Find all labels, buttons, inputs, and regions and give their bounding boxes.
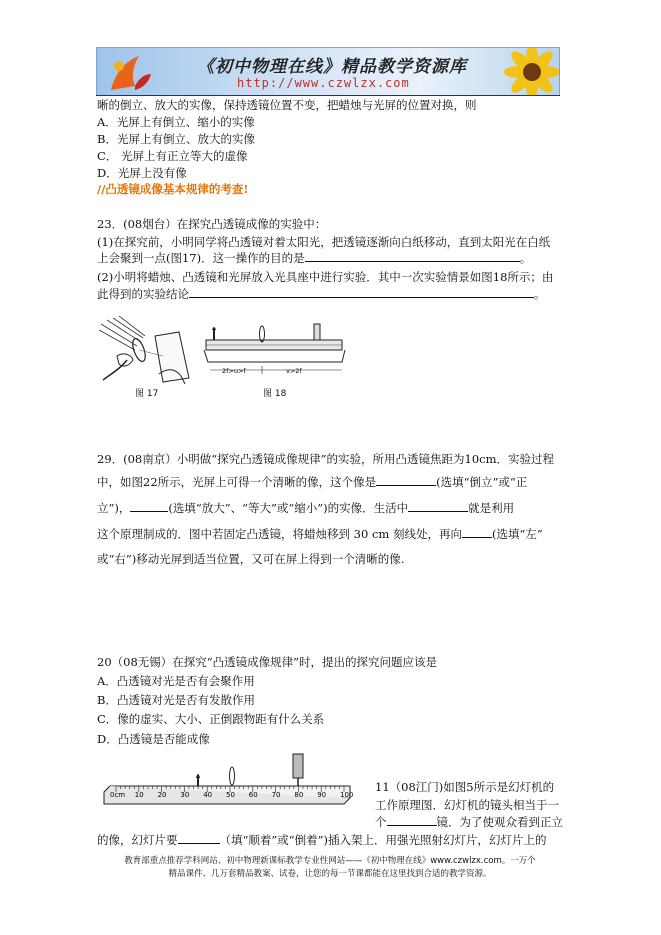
header-rule <box>96 95 560 96</box>
q20-option-a: A．凸透镜对光是否有会聚作用 <box>97 674 255 688</box>
bench-label: 100 <box>340 791 354 799</box>
bench-label: 20 <box>157 791 167 799</box>
header-title: 《初中物理在线》精品教学资源库 <box>197 57 467 77</box>
q-prev-stem: 晰的倒立、放大的实像，保持透镜位置不变，把蜡烛与光屏的位置对换，则 <box>97 98 477 112</box>
bench-label: 30 <box>180 791 190 799</box>
q11-line-4-end: （填“顺着”或“倒着”)插入架上．用强光照射幻灯片，幻灯片上的 <box>219 833 547 847</box>
figure-18-label-v: v>2f <box>286 367 302 375</box>
q20-option-c: C．像的虚实、大小、正倒跟物距有什么关系 <box>97 712 325 726</box>
figure-18-image <box>202 322 347 382</box>
q29-line-3 <box>97 501 514 515</box>
q29-answer-blank-3[interactable] <box>408 501 468 512</box>
q29-answer-blank-2[interactable] <box>130 501 168 512</box>
q11-line-4 <box>97 833 547 847</box>
optical-bench-image <box>102 752 360 818</box>
header-banner <box>96 47 560 96</box>
q-prev-option-b: B．光屏上有倒立、放大的实像 <box>97 132 255 146</box>
q29-line-3-text: 立”)， <box>97 501 131 515</box>
q29-line-1: 29．(08南京）小明做“探究凸透镜成像规律”的实验，所用凸透镜焦距为10cm．实验过程 <box>97 452 554 466</box>
q29-line-2 <box>97 475 527 489</box>
q11-line-3 <box>375 815 563 829</box>
bench-label: 60 <box>248 791 258 799</box>
q23-line-1: 23．(08烟台）在探究凸透镜成像的实验中： <box>97 217 327 231</box>
q29-line-5: 或“右”)移动光屏到适当位置，又可在屏上得到一个清晰的像. <box>97 552 405 566</box>
bench-label: 80 <box>294 791 304 799</box>
bench-label: 40 <box>203 791 213 799</box>
q23-line-5-text: 此得到的实验结论 <box>97 287 189 301</box>
logo-icon <box>105 52 155 94</box>
q11-line-2: 工作原理图．幻灯机的镜头相当于一 <box>375 798 559 812</box>
q11-line-4-text: 的像，幻灯片要 <box>97 833 178 847</box>
q-prev-option-c: C． 光屏上有正立等大的虚像 <box>97 149 248 163</box>
q11-line-3-end: 镜．为了使观众看到正立 <box>436 815 563 829</box>
q-prev-option-a: A．光屏上有倒立、缩小的实像 <box>97 115 255 129</box>
bench-label: 90 <box>317 791 327 799</box>
figure-17-image <box>97 316 192 386</box>
q29-line-4-text: 这个原理制成的．图中若固定凸透镜，将蜡烛移到 30 cm 刻线处，再向 <box>97 527 462 541</box>
q29-answer-blank-1[interactable] <box>376 475 436 486</box>
q23-line-3 <box>97 251 531 265</box>
q23-line-5-end: 。 <box>534 287 546 301</box>
bench-label: 10 <box>134 791 144 799</box>
figure-17-caption: 图 17 <box>135 389 159 399</box>
q29-line-2-end: (选填“倒立”或“正 <box>436 475 528 489</box>
q29-answer-blank-4[interactable] <box>462 527 492 538</box>
sunflower-icon <box>492 48 560 96</box>
q11-answer-blank-1[interactable] <box>387 815 437 826</box>
q20-option-b: B．凸透镜对光是否有发散作用 <box>97 693 255 707</box>
footer-line-2: 精品课件、几万套精品教案、试卷，让您的每一节课都能在这里找到合适的教学资源。 <box>168 869 492 879</box>
q11-answer-blank-2[interactable] <box>178 833 220 844</box>
q20-stem: 20（08无锡）在探究“凸透镜成像规律”时，提出的探究问题应该是 <box>97 655 438 669</box>
q23-answer-blank-1[interactable] <box>305 251 520 262</box>
q-prev-option-d: D．光屏上没有像 <box>97 166 187 180</box>
bench-label: 0cm <box>110 791 126 799</box>
q29-line-4 <box>97 527 543 541</box>
bench-label: 50 <box>226 791 235 799</box>
q29-line-4-end: (选填“左” <box>491 527 543 541</box>
q-prev-tag: //凸透镜成像基本规律的考查! <box>97 182 249 196</box>
q20-option-d: D．凸透镜是否能成像 <box>97 732 210 746</box>
bench-label: 70 <box>271 791 281 799</box>
header-url[interactable]: http://www.czwlzx.com <box>237 76 410 90</box>
footer-line-1: 教育部重点推荐学科网站、初中物理新课标教学专业性网站——《初中物理在线》www.czwlzx.com。一万个 <box>124 856 536 866</box>
q11-line-3-text: 个 <box>375 815 387 829</box>
q23-line-4: (2)小明将蜡烛、凸透镜和光屏放入光具座中进行实验．其中一次实验情景如图18所示；由 <box>97 270 554 284</box>
q23-answer-blank-2[interactable] <box>189 287 534 298</box>
figure-18-caption: 图 18 <box>263 389 287 399</box>
q29-line-3-end: 就是利用 <box>468 501 515 515</box>
q23-line-3-end: 。 <box>519 251 532 265</box>
figure-18-label-u: 2f>u>f <box>222 367 246 375</box>
q29-line-2-text: 中，如图22所示，光屏上可得一个清晰的像，这个像是 <box>97 475 377 489</box>
q23-line-5 <box>97 287 546 301</box>
q29-line-3-mid: (选填“放大”、“等大”或“缩小”)的实像．生活中 <box>168 501 409 515</box>
q23-line-3-text: 上会聚到一点(图17)．这一操作的目的是 <box>97 251 305 265</box>
q11-line-1: 11（08江门)如图5所示是幻灯机的 <box>375 780 555 794</box>
q23-line-2: (1)在探究前，小明同学将凸透镜对着太阳光，把透镜逐渐向白纸移动，直到太阳光在白纸 <box>97 235 551 249</box>
